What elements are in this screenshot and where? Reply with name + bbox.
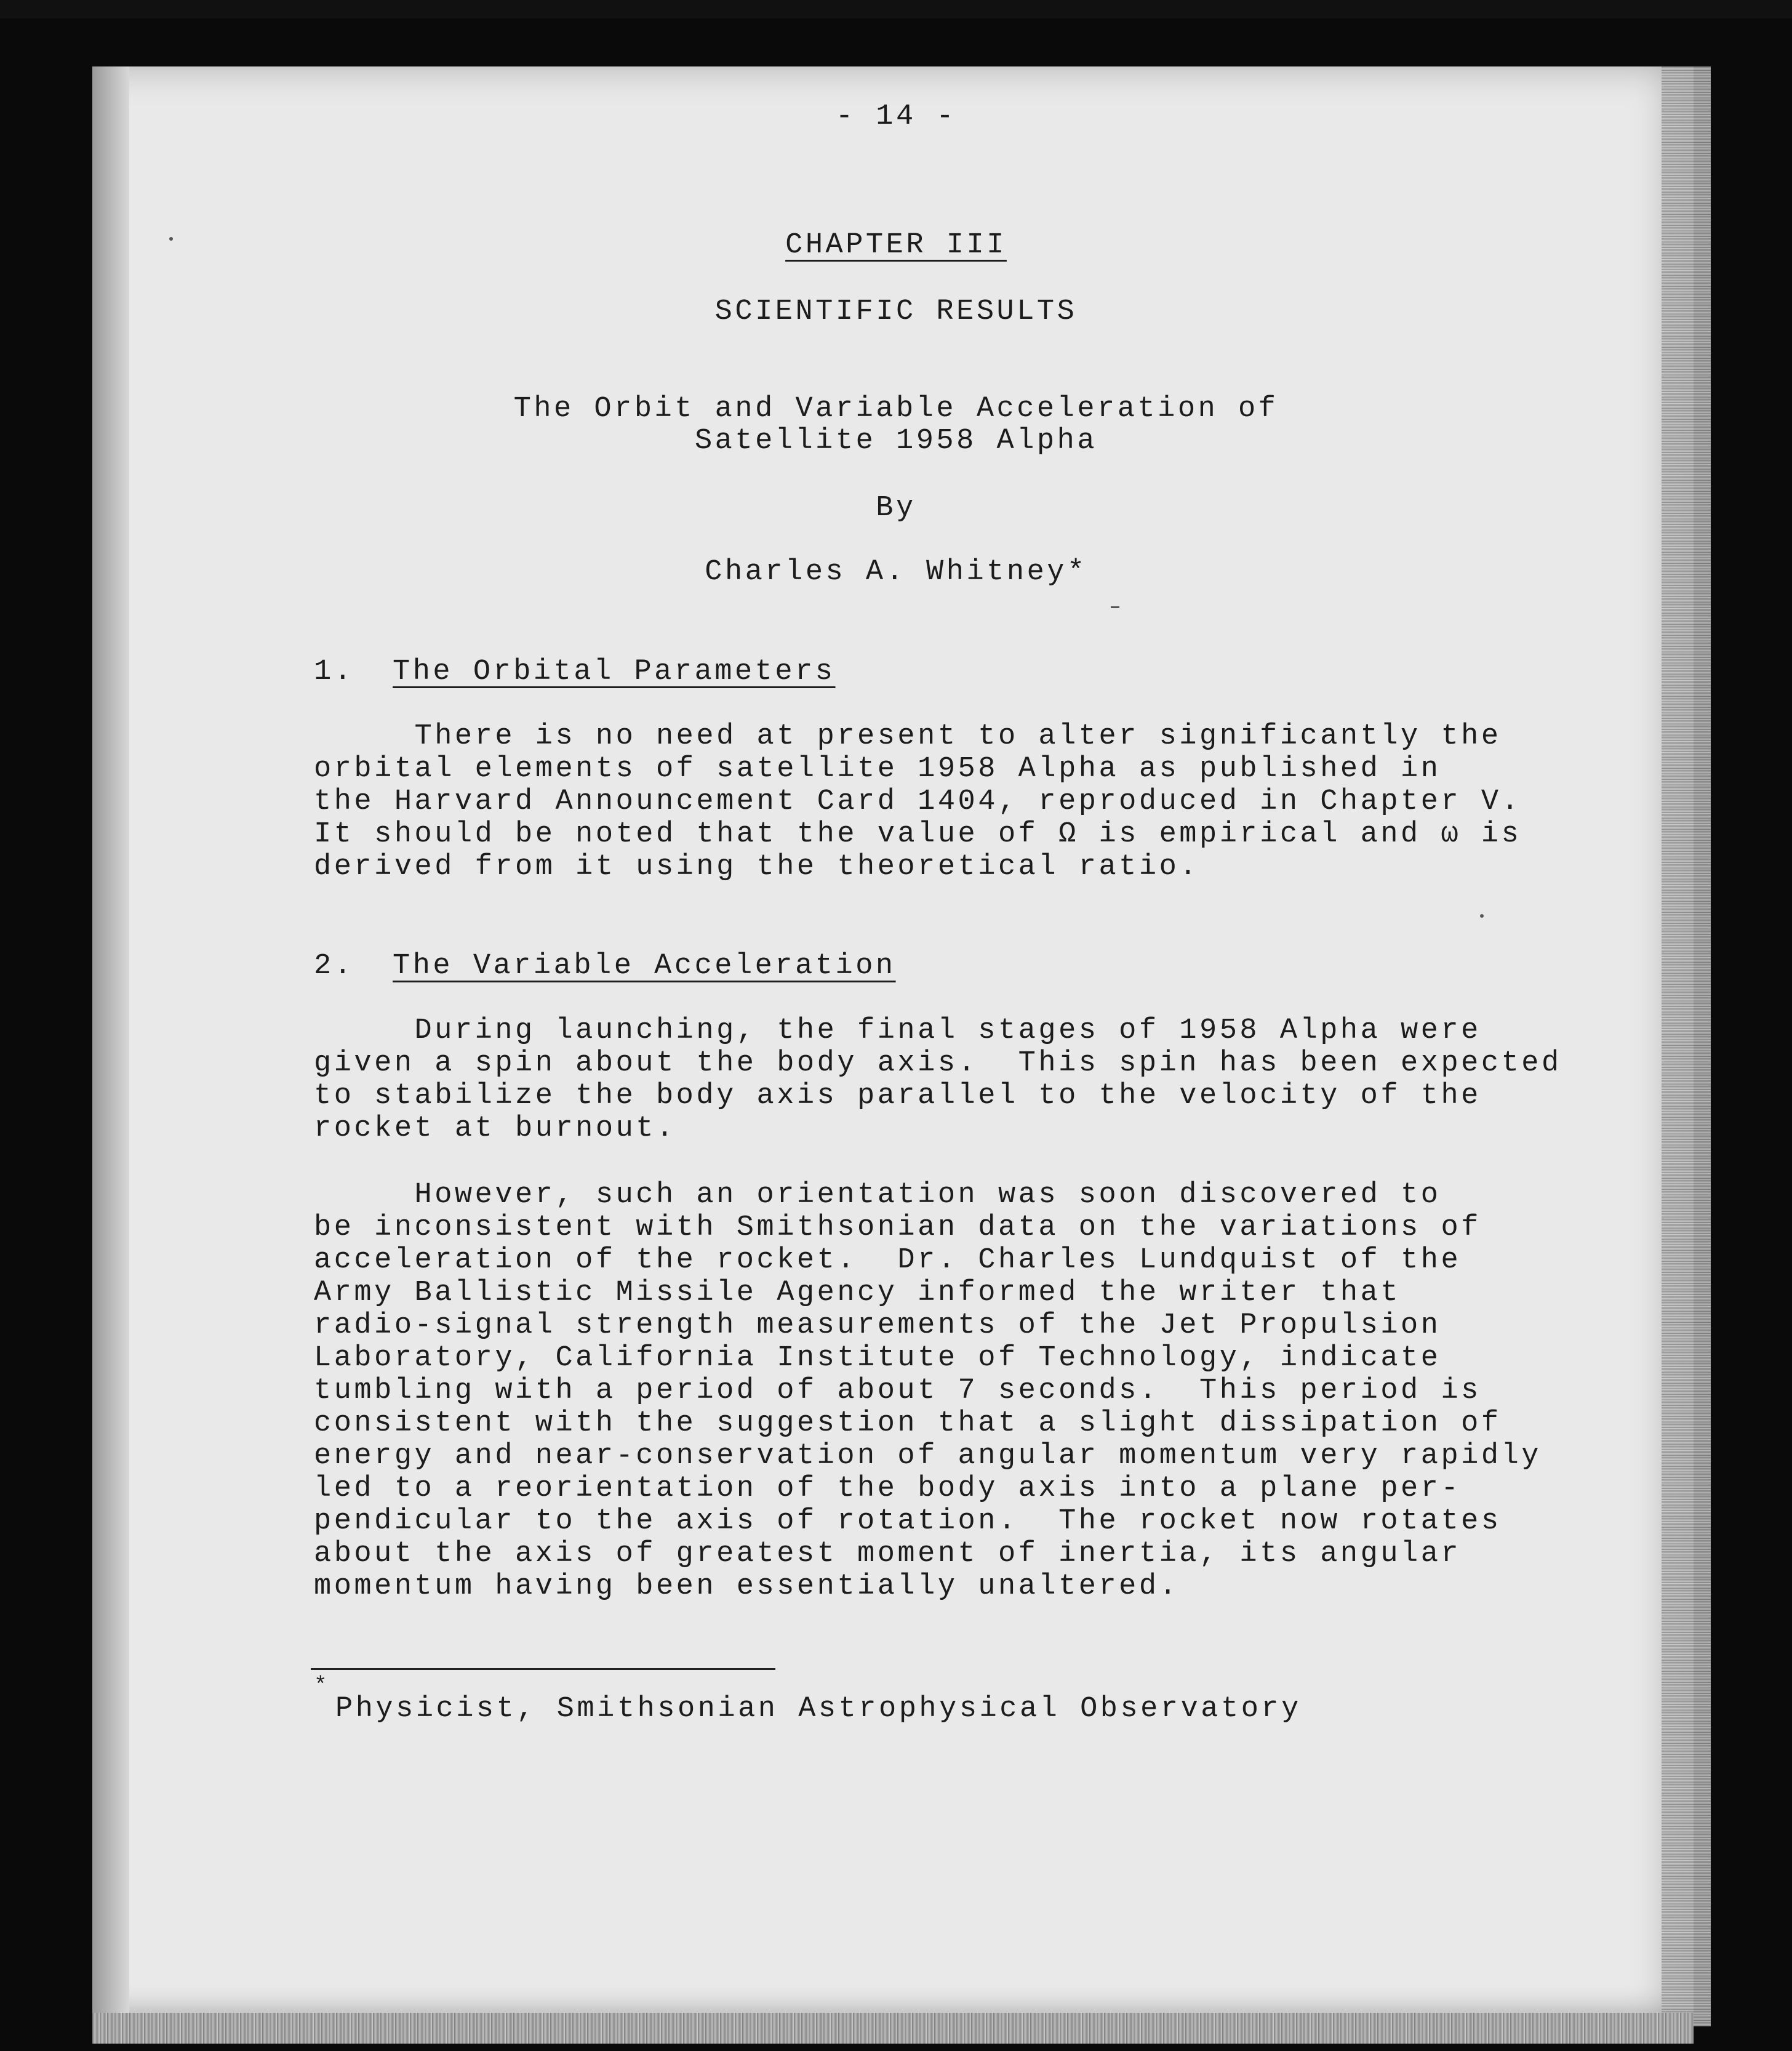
paragraph-launching: During launching, the final stages of 1958 Alpha were given a spin about the body axis. This spin has been expected to stabilize the body axis parallel to the velocity of the rocket at burnout. (314, 1014, 1562, 1145)
footnote-text: Physicist, Smithsonian Astrophysical Observatory (335, 1693, 1302, 1725)
dust-speck (1111, 606, 1119, 608)
paper-title-line-1: The Orbit and Variable Acceleration of (513, 393, 1279, 425)
section-title: SCIENTIFIC RESULTS (714, 295, 1078, 328)
section-heading-variable-acceleration (314, 950, 896, 982)
page-edge-left (92, 66, 129, 2026)
byline: By (876, 492, 916, 524)
page-edge-bottom (92, 2013, 1694, 2044)
section-heading-orbital-parameters (314, 656, 836, 688)
dust-speck (1480, 914, 1484, 918)
footnote-divider (311, 1668, 775, 1670)
paragraph-orbital-parameters: There is no need at present to alter significantly the orbital elements of satellite 1958 Alpha as published in the Harvard Announcement Card 1404, reproduced in Chapter V. It should be noted that the value of Ω is empirical and ω is derived from it using the theoretical ratio. (314, 720, 1522, 883)
section-number: 2. (314, 950, 354, 982)
page-number: - 14 - (835, 100, 957, 133)
section-number: 1. (314, 656, 354, 688)
photo-border (0, 0, 1792, 18)
author-name: Charles A. Whitney* (705, 556, 1087, 588)
section-heading-text: The Orbital Parameters (393, 656, 836, 688)
chapter-heading: CHAPTER III (785, 229, 1007, 262)
paragraph-tumbling: However, such an orientation was soon discovered to be inconsistent with Smithsonian data on the variations of acceleration of the rocket. Dr. Charles Lundquist of the Army Ballistic Missile Agency informed the writer that radio-signal strength measurements of the Jet Propulsion Laboratory, California Institute of Technology, indicate tumbling with a period of about 7 seconds. This period is consistent with the suggestion that a slight dissipation of energy and near-conservation of angular momentum very rapidly led to a reorientation of the body axis into a plane per- pendicular to the axis of rotation. The rocket now rotates about the axis of greatest moment of inertia, its angular momentum having been essentially unaltered. (314, 1179, 1542, 1603)
section-heading-text: The Variable Acceleration (393, 950, 896, 982)
footnote-mark: * (314, 1673, 330, 1698)
paper-title-line-2: Satellite 1958 Alpha (694, 425, 1098, 457)
page-edge-right (1662, 66, 1711, 2026)
